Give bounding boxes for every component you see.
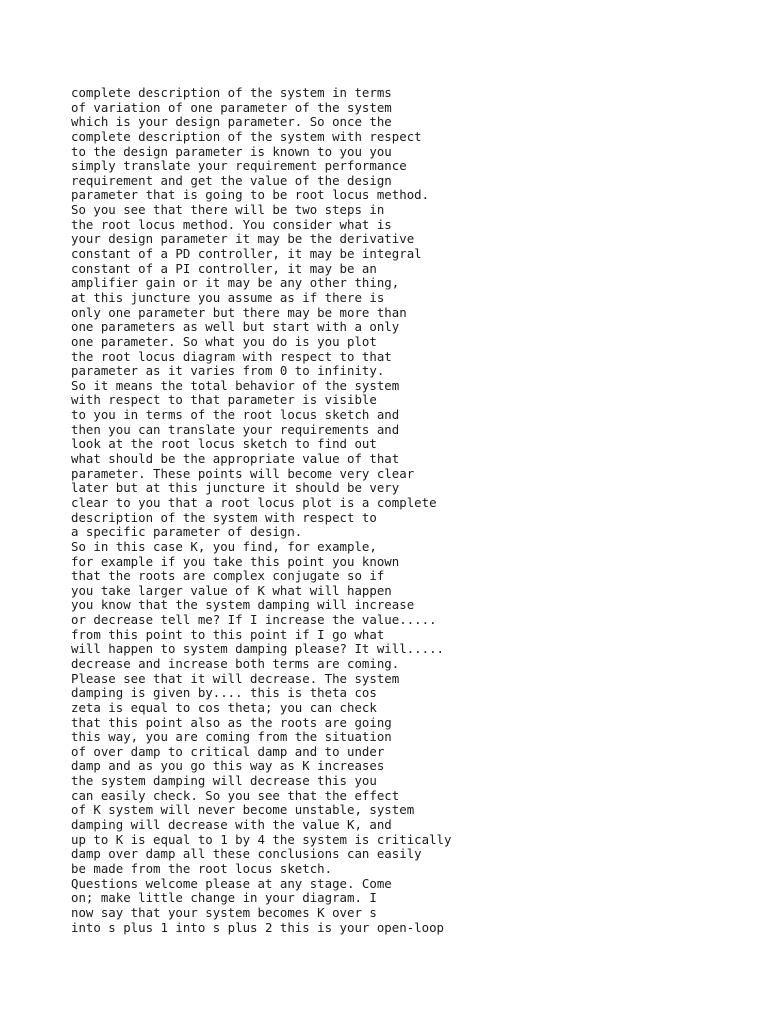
text-line: requirement and get the value of the design [71, 172, 392, 188]
text-line: look at the root locus sketch to find out [71, 436, 377, 452]
text-line: this way, you are coming from the situation [71, 729, 392, 745]
text-line: So it means the total behavior of the system [71, 377, 400, 393]
text-line: into s plus 1 into s plus 2 this is your open-loop [71, 919, 444, 935]
text-line: you take larger value of K what will happen [71, 582, 392, 598]
text-line: be made from the root locus sketch. [71, 860, 333, 876]
text-line: at this juncture you assume as if there is [71, 289, 385, 305]
text-line: which is your design parameter. So once the [71, 114, 392, 130]
text-line: now say that your system becomes K over s [71, 904, 377, 920]
text-line: constant of a PI controller, it may be an [71, 260, 377, 276]
text-line: with respect to that parameter is visible [71, 392, 377, 408]
text-line: your design parameter it may be the derivative [71, 231, 415, 247]
text-line: a specific parameter of design. [71, 524, 303, 540]
text-line: that this point also as the roots are going [71, 714, 392, 730]
text-line: only one parameter but there may be more than [71, 304, 407, 320]
text-line: damping will decrease with the value K, and [71, 817, 392, 833]
text-line: damping is given by.... this is theta cos [71, 685, 377, 701]
text-line: what should be the appropriate value of that [71, 451, 400, 467]
text-line: of over damp to critical damp and to under [71, 743, 385, 759]
text-line: will happen to system damping please? It will..... [71, 641, 444, 657]
text-line: amplifier gain or it may be any other thing, [71, 275, 400, 291]
text-line: parameter that is going to be root locus method. [71, 187, 430, 203]
text-line: to you in terms of the root locus sketch and [71, 407, 400, 423]
text-line: simply translate your requirement performance [71, 158, 407, 174]
text-line: one parameter. So what you do is you plot [71, 333, 377, 349]
text-line: that the roots are complex conjugate so if [71, 568, 385, 584]
text-line: decrease and increase both terms are coming. [71, 655, 400, 671]
text-line: So you see that there will be two steps in [71, 202, 385, 218]
text-line: parameter. These points will become very clear [71, 465, 415, 481]
text-line: the system damping will decrease this you [71, 773, 377, 789]
text-line: on; make little change in your diagram. I [71, 890, 377, 906]
text-line: damp and as you go this way as K increases [71, 758, 385, 774]
text-line: of variation of one parameter of the system [71, 99, 392, 115]
text-line: up to K is equal to 1 by 4 the system is critically [71, 831, 452, 847]
text-line: Please see that it will decrease. The system [71, 670, 400, 686]
text-line: Questions welcome please at any stage. Come [71, 875, 392, 891]
text-line: damp over damp all these conclusions can easily [71, 846, 422, 862]
text-line: the root locus method. You consider what is [71, 216, 392, 232]
transcript-text [71, 86, 451, 935]
text-line: to the design parameter is known to you you [71, 143, 392, 159]
text-line: description of the system with respect to [71, 509, 377, 525]
text-line: can easily check. So you see that the effect [71, 787, 400, 803]
text-line: the root locus diagram with respect to that [71, 348, 392, 364]
text-line: for example if you take this point you known [71, 553, 400, 569]
text-line: So in this case K, you find, for example, [71, 538, 377, 554]
text-line: or decrease tell me? If I increase the value..... [71, 612, 437, 628]
text-line: you know that the system damping will increase [71, 597, 415, 613]
text-line: complete description of the system with respect [71, 128, 422, 144]
text-line: zeta is equal to cos theta; you can check [71, 699, 377, 715]
text-line: from this point to this point if I go what [71, 626, 385, 642]
text-line: later but at this juncture it should be very [71, 480, 400, 496]
text-line: of K system will never become unstable, system [71, 802, 415, 818]
text-line: constant of a PD controller, it may be integral [71, 246, 422, 262]
text-line: then you can translate your requirements and [71, 421, 400, 437]
text-line: one parameters as well but start with a only [71, 319, 400, 335]
text-line: clear to you that a root locus plot is a complete [71, 494, 437, 510]
text-line: complete description of the system in terms [71, 85, 392, 100]
text-line: parameter as it varies from 0 to infinity. [71, 363, 385, 379]
